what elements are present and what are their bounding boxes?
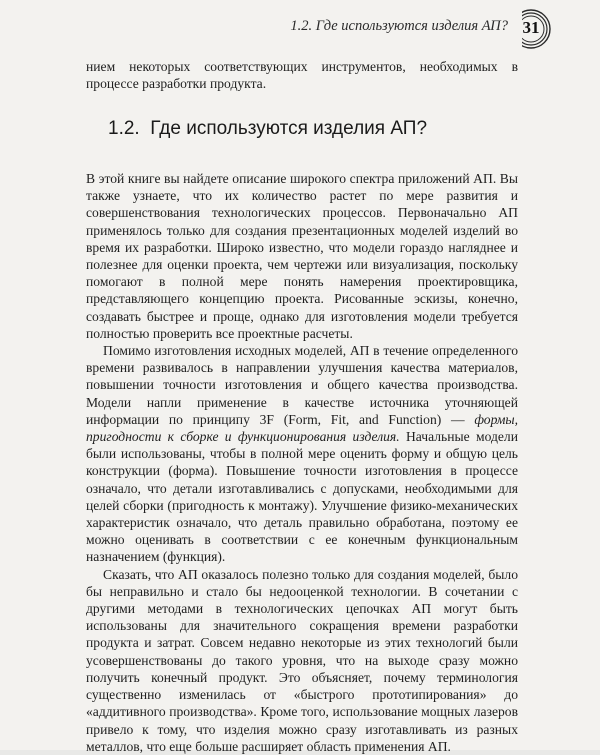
paragraph-1: В этой книге вы найдете описание широкого спектра приложений АП. Вы также узнаете, что их количество растет по мере развития и совершенствования технологических процессов. Первоначально АП применялось только для создания презентационных моделей изделий во время их разработки. Широко известно, что модели гораздо нагляднее и полезнее для оценки проекта, чем чертежи или визуализация, поскольку помогают в полной мере понять намерения проектировщика, представляющего концепцию проекта. Рисованные эскизы, конечно, создавать быстрее и проще, однако для изготовления модели требуется полностью проверить все проектные расчеты. bbox=[86, 171, 518, 341]
paragraph-3: Сказать, что АП оказалось полезно только для создания моделей, было бы неправильно и стало бы недооценкой технологии. В сочетании с другими методами в технологических цепочках АП могут быть использованы для значительного сокращения времени разработки продукта и затрат. Совсем недавно некоторые из этих технологий были усовершенствованы до такого уровня, что на выходе сразу можно получить конечный продукт. Это объясняет, почему терминология существенно изменилась от «быстрого прототипирования» до «аддитивного производства». Кроме того, использование мощных лазеров привело к тому, что изделия можно сразу изготавливать из разных металлов, что еще больше расширяет область применения АП. bbox=[86, 566, 518, 754]
section-title-text: Где используются изделия АП? bbox=[150, 118, 428, 139]
section-body bbox=[86, 170, 518, 755]
paragraph-2-part-1: Помимо изготовления исходных моделей, АП в течение определенного времени развивалось в направлении улучшения качества материалов, повышении точности изготовления и общего качества производства. Модели напли применение в качестве источника уточняющей информации по принципу 3F (Form, Fit, and Function) — bbox=[86, 343, 518, 427]
paragraph-2-italic: формы, пригодности к сборке и функционирования изделия. bbox=[86, 411, 518, 445]
running-header-title: 1.2. Где используются изделия АП? bbox=[290, 18, 508, 34]
paragraph-2-part-2: Начальные модели были использованы, чтобы в полной мере оценить форму и общую цель конструкции (форма). Повышение точности изготовления в процессе означало, что детали изготавливались с допусками, необходимыми для целей сборки (пригодность к монтажу). Улучшение физико-механических характеристик означало, что деталь правильно обработана, поэтому ее можно оценивать в соответствии с ее конечным функциональным назначением (функция). bbox=[86, 429, 518, 565]
section-heading bbox=[108, 118, 427, 140]
section-number: 1.2. bbox=[108, 118, 140, 139]
paragraph-2 bbox=[86, 342, 518, 566]
carryover-paragraph: нием некоторых соответствующих инструментов, необходимых в процессе разработки продукта. bbox=[86, 59, 518, 92]
page-number-badge bbox=[510, 8, 552, 50]
page-number: 31 bbox=[522, 18, 540, 37]
